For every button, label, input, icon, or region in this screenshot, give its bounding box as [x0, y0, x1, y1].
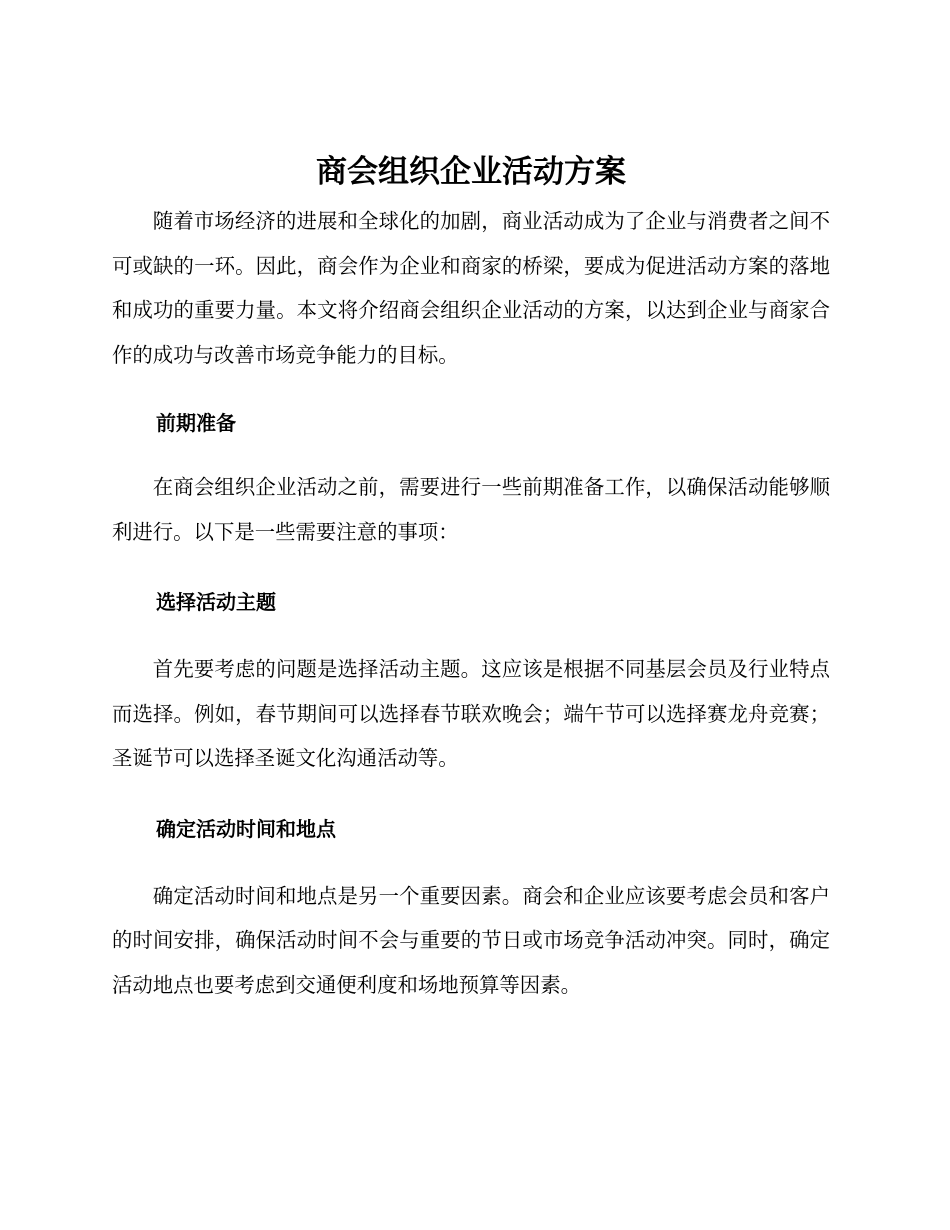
document-title: 商会组织企业活动方案 — [316, 154, 626, 190]
section-body-preparation: 在商会组织企业活动之前，需要进行一些前期准备工作，以确保活动能够顺利进行。以下是一些需要注意的事项： — [112, 475, 830, 544]
section-body-theme: 首先要考虑的问题是选择活动主题。这应该是根据不同基层会员及行业特点而选择。例如，春节期间可以选择春节联欢晚会；端午节可以选择赛龙舟竞赛；圣诞节可以选择圣诞文化沟通活动等。 — [112, 657, 830, 770]
section-heading-preparation: 前期准备 — [156, 411, 236, 435]
section-heading-time-location: 确定活动时间和地点 — [156, 816, 336, 841]
section-heading-theme: 选择活动主题 — [156, 590, 276, 614]
intro-paragraph: 随着市场经济的进展和全球化的加剧，商业活动成为了企业与消费者之间不可或缺的一环。因此，商会作为企业和商家的桥梁，要成为促进活动方案的落地和成功的重要力量。本文将介绍商会组织企业活动的方案，以达到企业与商家合作的成功与改善市场竞争能力的目标。 — [112, 209, 830, 367]
section-body-time-location: 确定活动时间和地点是另一个重要因素。商会和企业应该要考虑会员和客户的时间安排，确保活动时间不会与重要的节日或市场竞争活动冲突。同时，确定活动地点也要考虑到交通便利度和场地预算等因素。 — [112, 883, 830, 997]
document-page — [112, 150, 830, 1007]
